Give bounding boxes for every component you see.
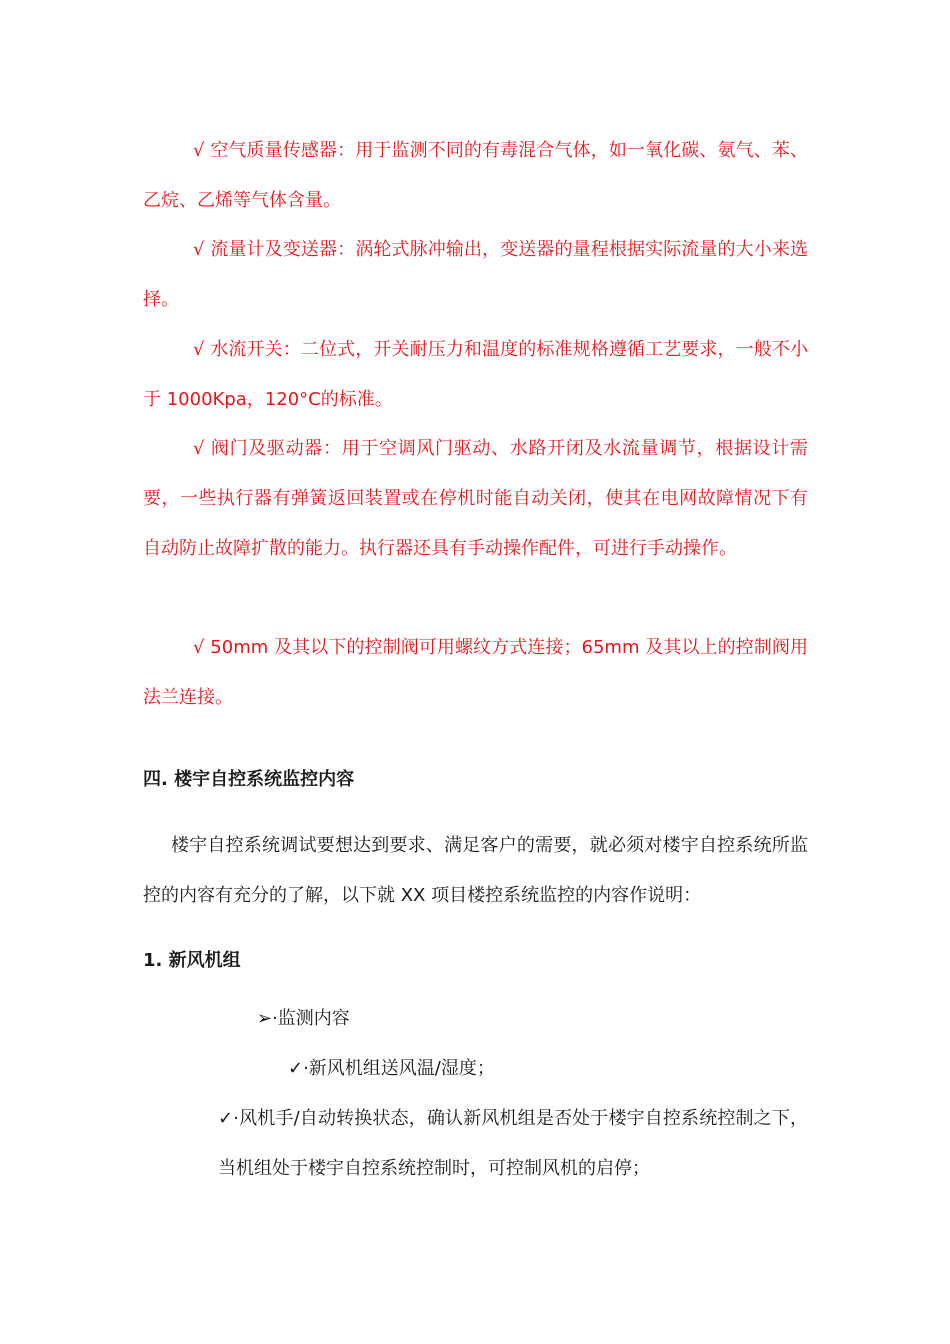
sensor-text: 水流开关：二位式，开关耐压力和温度的标准规格遵循工艺要求，一般不小于 1000Kpa，120°C的标准。 <box>143 339 808 410</box>
check-mark: √ <box>193 239 205 260</box>
sensor-air-quality <box>143 126 808 226</box>
sensor-text: 阀门及驱动器：用于空调风门驱动、水路开闭及水流量调节，根据设计需要，一些执行器有弹簧返回装置或在停机时能自动关闭，使其在电网故障情况下有自动防止故障扩散的能力。执行器还具有手动操作配件，可进行手动操作。 <box>143 438 808 559</box>
sensor-text: 50mm 及其以下的控制阀可用螺纹方式连接；65mm 及其以上的控制阀用法兰连接。 <box>143 637 808 708</box>
sensor-valve-actuator <box>143 424 808 574</box>
sensor-text: 流量计及变送器：涡轮式脉冲输出，变送器的量程根据实际流量的大小来选择。 <box>143 239 808 310</box>
sensor-water-flow-switch <box>143 325 808 425</box>
monitor-item-supply-air: ✓·新风机组送风温/湿度； <box>288 1058 495 1079</box>
check-mark: √ <box>193 140 205 161</box>
sensor-control-valve <box>143 623 808 723</box>
check-mark: √ <box>193 637 205 658</box>
section-heading: 四. 楼宇自控系统监控内容 <box>143 769 355 790</box>
monitor-label: ➢·监测内容 <box>257 1008 350 1029</box>
unit-heading: 1. 新风机组 <box>143 950 241 971</box>
section-intro: 楼宇自控系统调试要想达到要求、满足客户的需要，就必须对楼宇自控系统所监控的内容有充分的了解，以下就 XX 项目楼控系统监控的内容作说明： <box>143 835 808 906</box>
check-mark: √ <box>193 438 205 459</box>
monitor-item-fan-mode: ✓·风机手/自动转换状态，确认新风机组是否处于楼宇自控系统控制之下，当机组处于楼宇自控系统控制时，可控制风机的启停； <box>218 1108 808 1179</box>
sensor-flowmeter <box>143 225 808 325</box>
check-mark: √ <box>193 339 205 360</box>
sensor-text: 空气质量传感器：用于监测不同的有毒混合气体，如一氧化碳、氨气、苯、乙烷、乙烯等气体含量。 <box>143 140 808 211</box>
